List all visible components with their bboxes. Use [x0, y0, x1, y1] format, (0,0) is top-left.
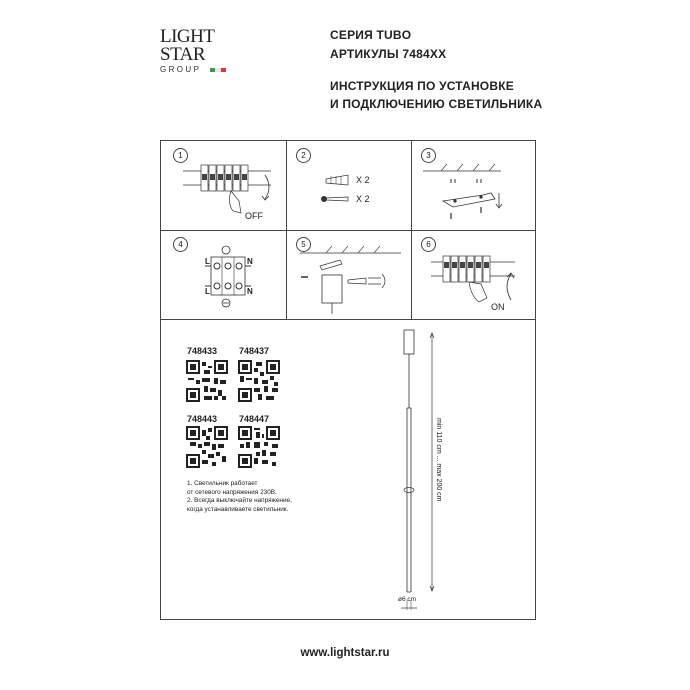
step-1 [161, 141, 286, 230]
brand-logo [160, 28, 228, 74]
terminal-l-top: L [205, 257, 210, 266]
series-title: СЕРИЯ TUBO [330, 28, 412, 42]
dowel-quantity: X 2 [356, 175, 370, 185]
article-code: 748437 [239, 346, 270, 356]
step-number: 1 [173, 148, 188, 163]
step-5 [286, 230, 411, 321]
website-url: www.lightstar.ru [300, 647, 390, 659]
wiring-terminal-illustration [161, 230, 286, 321]
step-3 [411, 141, 536, 230]
breaker-off-illustration [161, 141, 286, 230]
pendant-lamp-drawing [161, 320, 537, 620]
off-label: OFF [245, 211, 263, 221]
step-number: 4 [173, 237, 188, 252]
step-number: 2 [296, 148, 311, 163]
note-line: 2. Всегда выключайте напряжение, [187, 497, 292, 505]
logo-group: GROUP [160, 65, 202, 74]
note-line: когда устанавливаете светильник. [187, 505, 289, 513]
step-2 [286, 141, 411, 230]
logo-flag [210, 68, 226, 72]
terminal-l-bottom: L [205, 287, 210, 296]
step-4 [161, 230, 286, 321]
diameter-dimension: ø6 cm [398, 596, 417, 603]
instruction-title-1: ИНСТРУКЦИЯ ПО УСТАНОВКЕ [330, 79, 514, 93]
height-dimension: min 110 cm ... max 200 cm [435, 418, 442, 502]
instruction-title-2: И ПОДКЛЮЧЕНИЮ СВЕТИЛЬНИКА [330, 97, 543, 111]
note-line: от сетевого напряжения 230В. [187, 488, 277, 496]
terminal-n-bottom: N [247, 287, 253, 296]
canopy-mount-illustration [286, 230, 411, 321]
on-label: ON [491, 302, 505, 312]
article-code: 748443 [187, 414, 218, 424]
step-number: 3 [421, 148, 436, 163]
product-panel [160, 320, 536, 620]
steps-grid [160, 140, 536, 320]
logo-line2: STAR [160, 44, 206, 65]
logo-line1: LIGHT [160, 26, 215, 47]
article-code: 748447 [239, 414, 270, 424]
bracket-mount-illustration [411, 141, 536, 230]
terminal-n-top: N [247, 257, 253, 266]
note-line: 1. Светильник работает [187, 480, 258, 487]
step-number: 6 [421, 237, 436, 252]
step-6 [411, 230, 536, 321]
article-code: 748433 [187, 346, 218, 356]
dowels-screws-illustration [286, 141, 411, 230]
breaker-on-illustration [411, 230, 536, 321]
articles-title: АРТИКУЛЫ 7484XX [330, 47, 447, 61]
step-number: 5 [296, 237, 311, 252]
screw-quantity: X 2 [356, 194, 370, 204]
